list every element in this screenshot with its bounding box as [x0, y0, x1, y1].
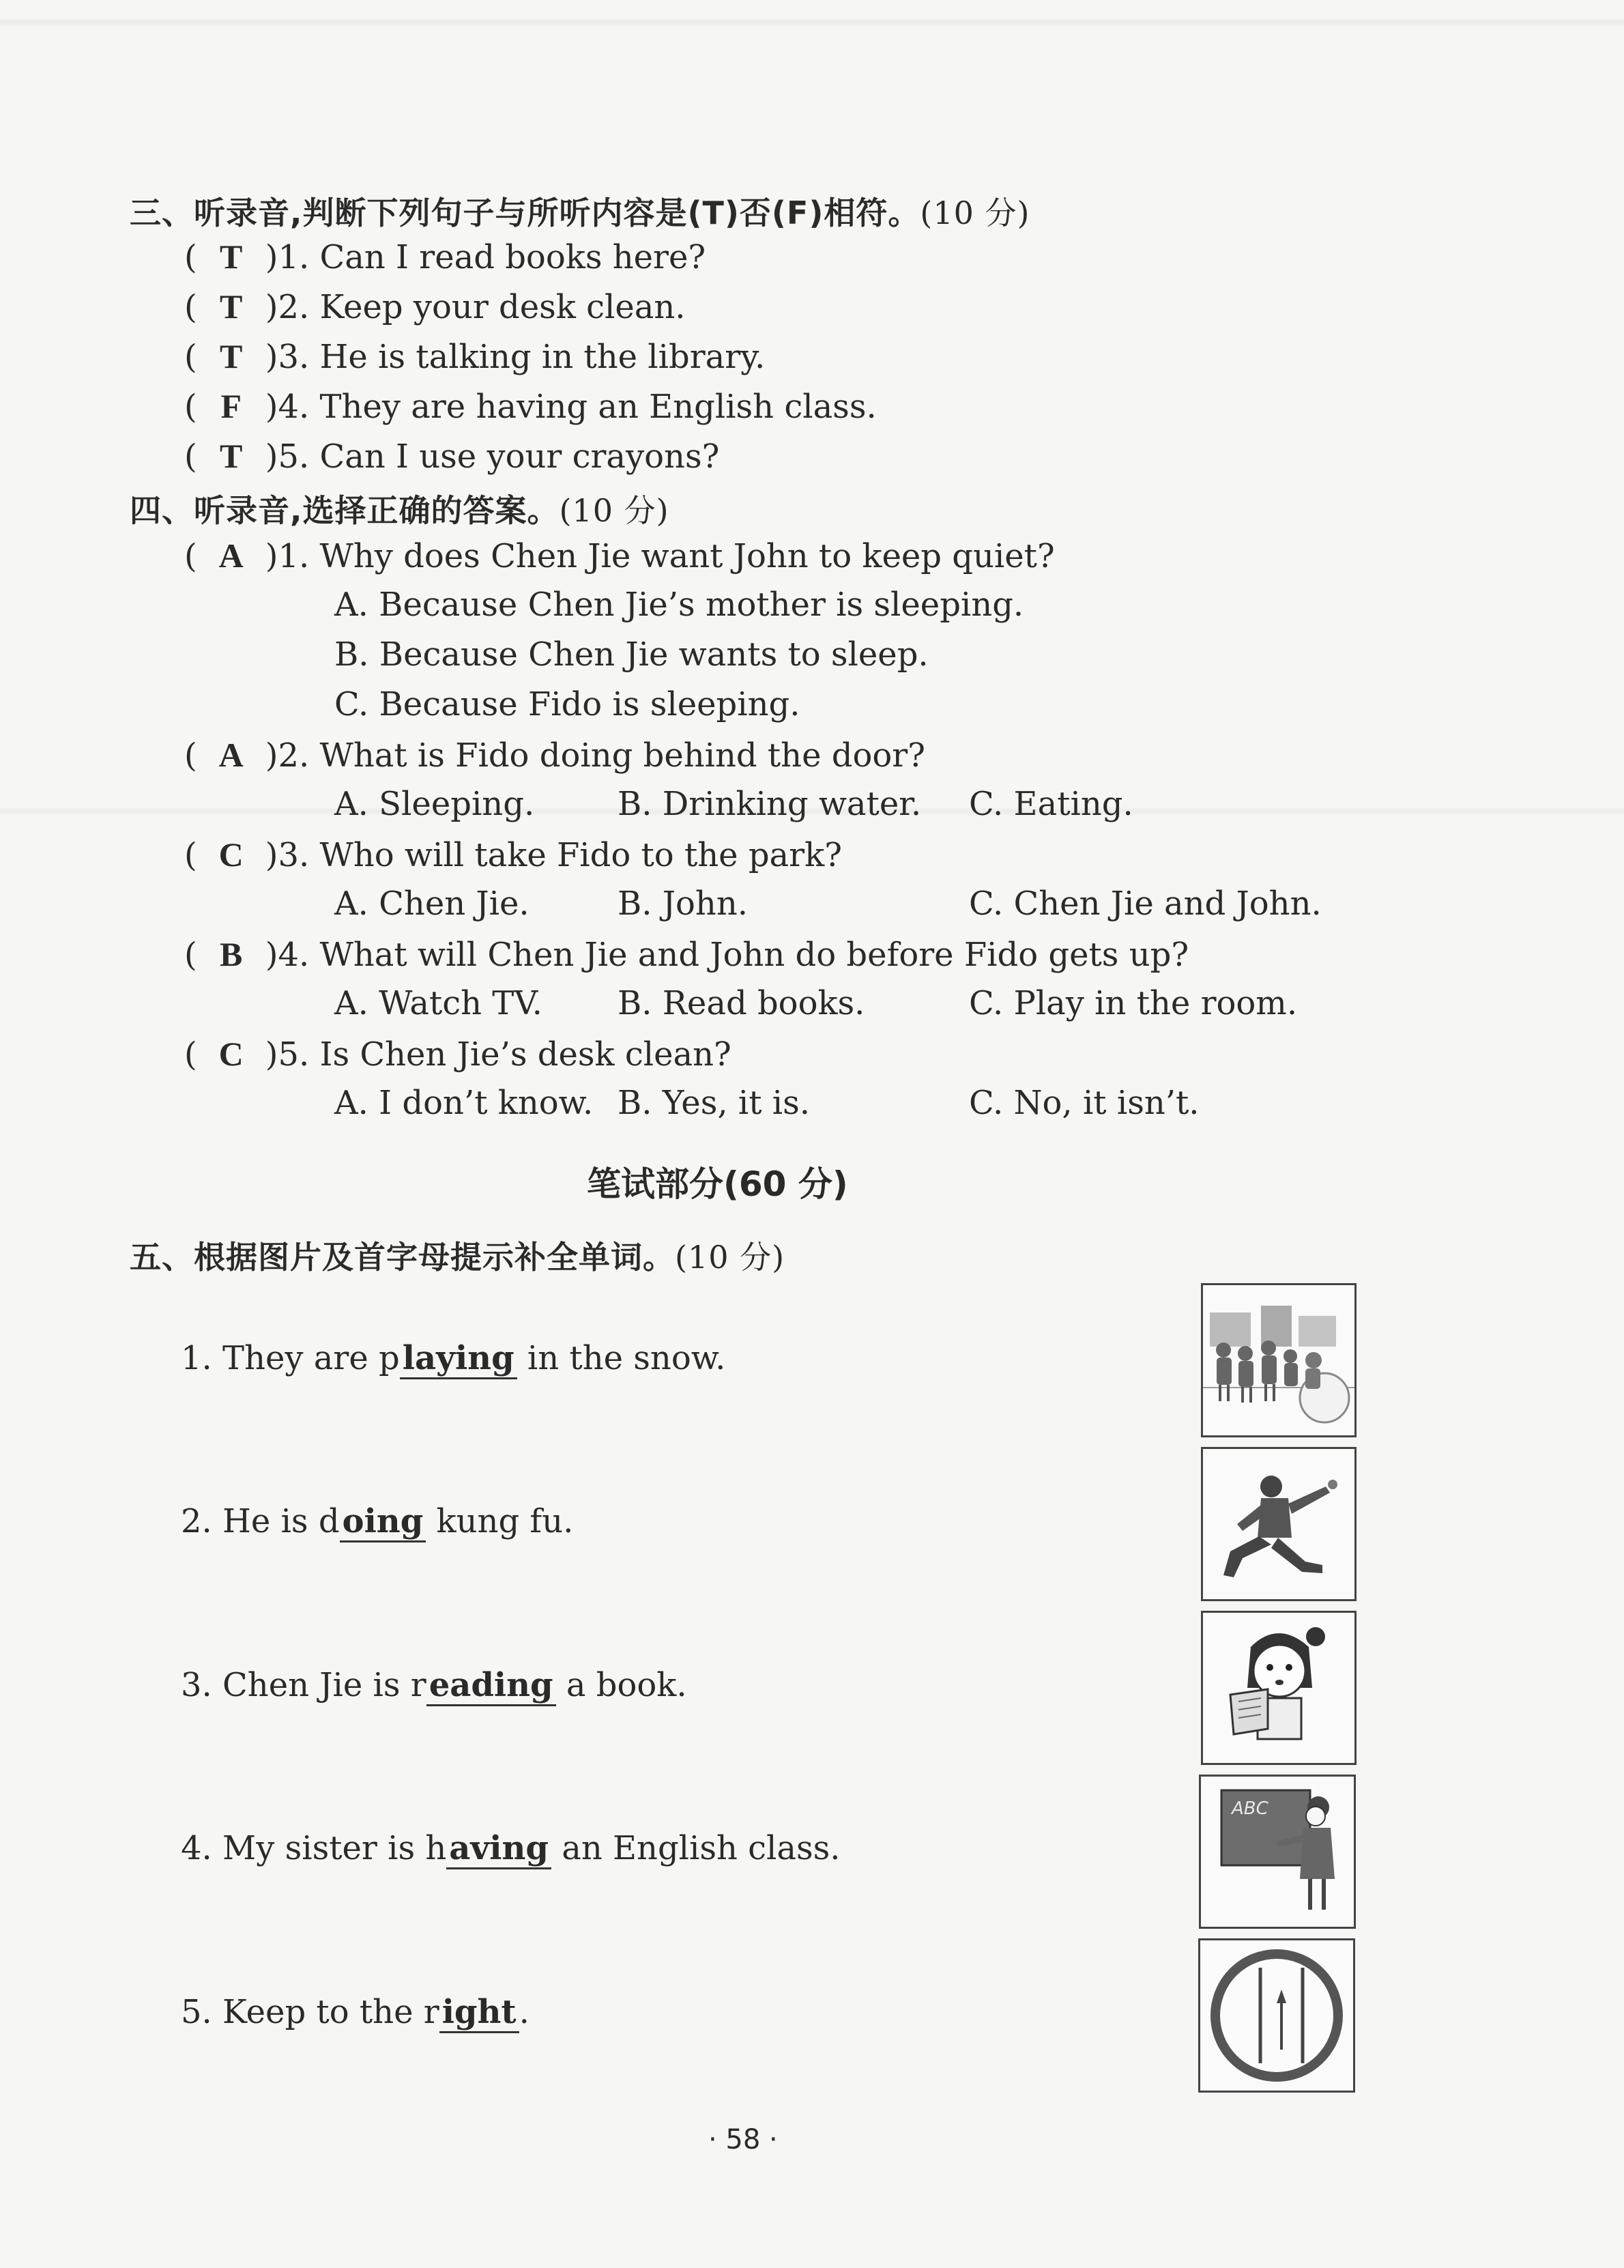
answer-mark: T	[220, 337, 243, 375]
snow-play-picture	[1201, 1283, 1357, 1437]
answer-mark: A	[218, 736, 244, 774]
fill-sentence-3: 3. Chen Jie is reading a book.	[181, 1666, 687, 1704]
girl-reading-picture	[1201, 1611, 1357, 1765]
section3-title: 三、听录音,判断下列句子与所听内容是(T)否(F)相符。(10 分)	[130, 195, 1030, 231]
section3-item-3: ( T )3. He is talking in the library.	[184, 337, 766, 376]
answer-mark: B	[220, 935, 243, 973]
written-part-title: 笔试部分(60 分)	[587, 1164, 848, 1204]
option: A. Watch TV.	[334, 984, 542, 1022]
section4-title: 四、听录音,选择正确的答案。(10 分)	[130, 492, 669, 529]
option: B. Yes, it is.	[618, 1084, 810, 1122]
section4-q4: ( B )4. What will Chen Jie and John do before Fido gets up?	[184, 935, 1189, 974]
section4-q5: ( C )5. Is Chen Jie’s desk clean?	[184, 1035, 731, 1074]
filled-word: eading	[426, 1666, 556, 1706]
option: B. Read books.	[618, 984, 865, 1022]
keep-right-sign-picture	[1198, 1938, 1355, 2093]
option: C. Chen Jie and John.	[969, 885, 1322, 923]
option: B. Drinking water.	[618, 785, 922, 823]
section3-item-5: ( T )5. Can I use your crayons?	[184, 437, 720, 476]
filled-word: aving	[446, 1829, 551, 1869]
filled-word: laying	[400, 1339, 517, 1379]
answer-mark: T	[220, 437, 243, 475]
option: C. Because Fido is sleeping.	[334, 685, 800, 723]
board-text: ABC	[1232, 1798, 1268, 1819]
answer-mark: F	[220, 387, 242, 425]
answer-mark: C	[218, 1035, 244, 1073]
option: C. No, it isn’t.	[969, 1084, 1200, 1122]
english-class-picture	[1199, 1775, 1356, 1929]
option: C. Eating.	[969, 785, 1133, 823]
option: A. Sleeping.	[334, 785, 535, 823]
section3-item-1: ( T )1. Can I read books here?	[184, 238, 706, 276]
option: A. I don’t know.	[334, 1084, 594, 1122]
option: B. John.	[618, 885, 749, 923]
fill-sentence-4: 4. My sister is having an English class.	[181, 1829, 841, 1867]
section4-q3: ( C )3. Who will take Fido to the park?	[184, 835, 842, 874]
answer-mark: C	[218, 835, 244, 874]
fill-sentence-2: 2. He is doing kung fu.	[181, 1502, 573, 1540]
filled-word: ight	[439, 1993, 519, 2033]
kung-fu-picture	[1201, 1447, 1357, 1601]
fill-sentence-1: 1. They are playing in the snow.	[181, 1339, 725, 1377]
option: A. Because Chen Jie’s mother is sleeping.	[334, 586, 1024, 624]
section5-title: 五、根据图片及首字母提示补全单词。(10 分)	[130, 1239, 785, 1276]
filled-word: oing	[340, 1502, 426, 1542]
answer-mark: T	[220, 238, 243, 276]
section3-item-2: ( T )2. Keep your desk clean.	[184, 287, 686, 326]
answer-mark: T	[220, 287, 243, 326]
fill-sentence-5: 5. Keep to the right.	[181, 1993, 530, 2031]
section4-q1: ( A )1. Why does Chen Jie want John to keep quiet?	[184, 536, 1055, 575]
answer-mark: A	[218, 536, 244, 575]
section4-q2: ( A )2. What is Fido doing behind the door?	[184, 736, 925, 775]
page-number: · 58 ·	[708, 2124, 778, 2155]
option: A. Chen Jie.	[334, 885, 530, 923]
option: C. Play in the room.	[969, 984, 1298, 1022]
section3-item-4: ( F )4. They are having an English class.	[184, 387, 877, 426]
option: B. Because Chen Jie wants to sleep.	[334, 635, 929, 674]
